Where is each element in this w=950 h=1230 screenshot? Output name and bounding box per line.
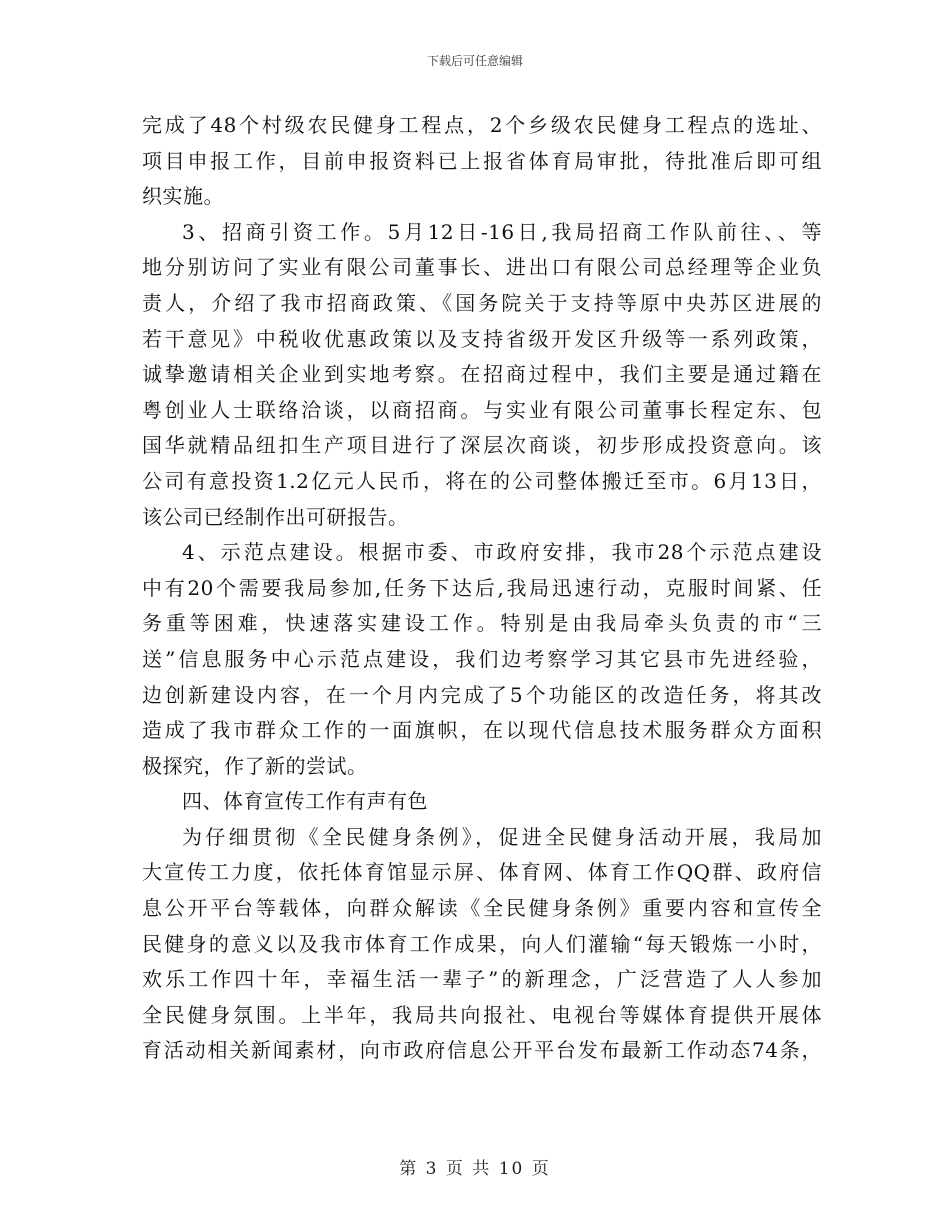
text-line: 欢乐工作四十年，幸福生活一辈子”的新理念，广泛营造了人人参加 xyxy=(142,967,822,992)
text-line: 全民健身氛围。上半年，我局共向报社、电视台等媒体育提供开展体 xyxy=(142,1002,822,1027)
text-line: 四、体育宣传工作有声有色 xyxy=(182,789,428,814)
text-line: 务重等困难，快速落实建设工作。特别是由我局牵头负责的市“三 xyxy=(142,611,822,636)
text-line: 大宣传工力度，依托体育馆显示屏、体育网、体育工作QQ群、政府信 xyxy=(142,860,822,885)
text-line: 国华就精品纽扣生产项目进行了深层次商谈，初步形成投资意向。该 xyxy=(142,433,822,458)
document-body xyxy=(142,108,822,1069)
text-line: 织实施。 xyxy=(142,184,224,209)
text-line: 该公司已经制作出可研报告。 xyxy=(142,504,409,529)
page-footer: 第 3 页 共 10 页 xyxy=(399,1159,551,1179)
text-line: 边创新建设内容，在一个月内完成了5个功能区的改造任务，将其改 xyxy=(142,682,822,707)
text-line: 公司有意投资1.2亿元人民币，将在的公司整体搬迁至市。6月13日， xyxy=(142,468,822,493)
text-line: 送”信息服务中心示范点建设，我们边考察学习其它县市先进经验， xyxy=(142,646,822,671)
text-line: 息公开平台等载体，向群众解读《全民健身条例》重要内容和宣传全 xyxy=(142,896,822,921)
text-line: 3、招商引资工作。5月12日-16日,我局招商工作队前往、、等 xyxy=(182,219,822,244)
text-line: 极探究，作了新的尝试。 xyxy=(142,753,368,778)
page-header: 下载后可任意编辑 xyxy=(426,54,523,68)
text-line: 诚挚邀请相关企业到实地考察。在招商过程中，我们主要是通过籍在 xyxy=(142,362,822,387)
text-line: 造成了我市群众工作的一面旗帜，在以现代信息技术服务群众方面积 xyxy=(142,718,822,743)
text-line: 地分别访问了实业有限公司董事长、进出口有限公司总经理等企业负 xyxy=(142,255,822,280)
text-line: 项目申报工作，目前申报资料已上报省体育局审批，待批准后即可组 xyxy=(142,148,822,173)
text-line: 4、示范点建设。根据市委、市政府安排，我市28个示范点建设 xyxy=(182,540,822,565)
text-line: 责人，介绍了我市招商政策、《国务院关于支持等原中央苏区进展的 xyxy=(142,290,822,315)
text-line: 育活动相关新闻素材，向市政府信息公开平台发布最新工作动态74条， xyxy=(142,1038,822,1063)
text-line: 为仔细贯彻《全民健身条例》，促进全民健身活动开展，我局加 xyxy=(182,824,822,849)
text-line: 完成了48个村级农民健身工程点，2个乡级农民健身工程点的选址、 xyxy=(142,113,822,137)
text-line: 粤创业人士联络洽谈，以商招商。与实业有限公司董事长程定东、包 xyxy=(142,397,822,422)
text-line: 若干意见》中税收优惠政策以及支持省级开发区升级等一系列政策， xyxy=(142,326,822,351)
text-line: 民健身的意义以及我市体育工作成果，向人们灌输“每天锻炼一小时， xyxy=(142,931,822,956)
text-line: 中有20个需要我局参加,任务下达后,我局迅速行动，克服时间紧、任 xyxy=(142,575,822,600)
